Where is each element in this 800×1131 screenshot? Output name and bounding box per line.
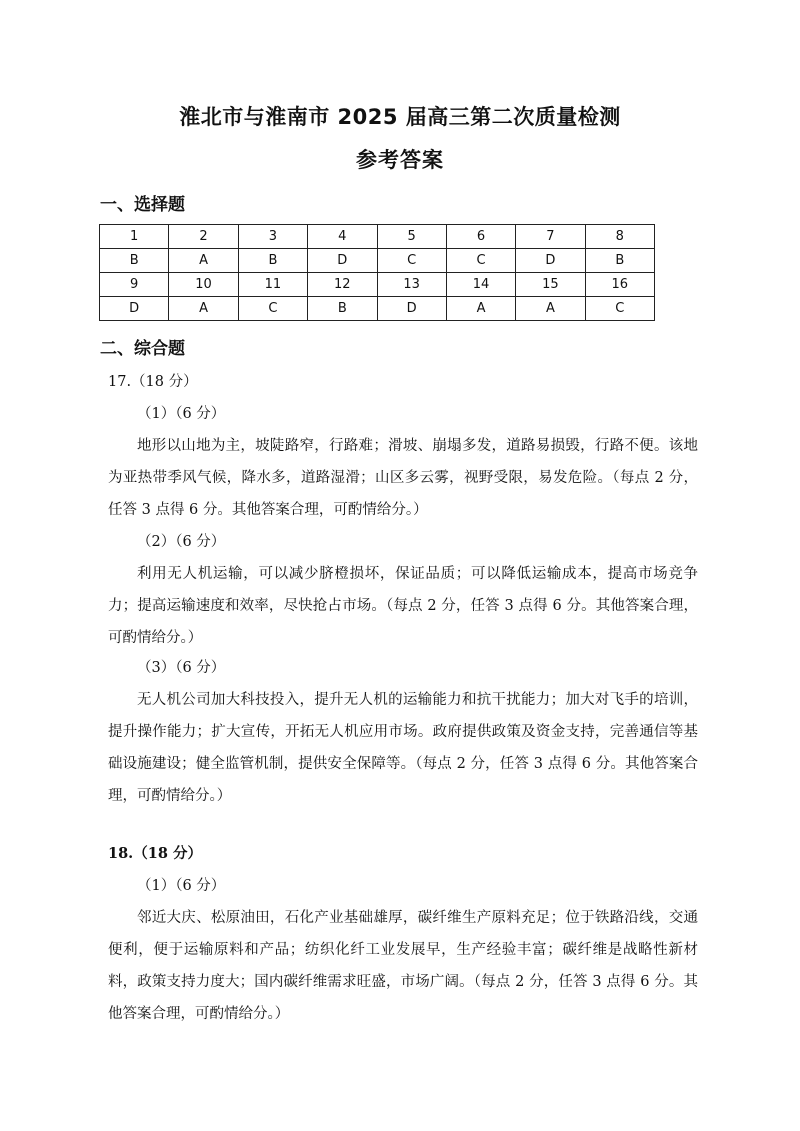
answer-table-row xyxy=(100,225,655,249)
answer-table-cell: 14 xyxy=(446,273,515,297)
answer-table xyxy=(99,224,655,321)
page-title: 淮北市与淮南市 2025 届高三第二次质量检测 xyxy=(179,105,621,129)
answer-table-cell: C xyxy=(238,297,307,321)
answer-table-row xyxy=(100,249,655,273)
q17-part1-text: 地形以山地为主，坡陡路窄，行路难；滑坡、崩塌多发，道路易损毁，行路不便。该地为亚热带季风气候，降水多，道路湿滑；山区多云雾，视野受限，易发危险。（每点 2 分，任答 3 点得 6 分。其他答案合理，可酌情给分。） xyxy=(108,438,698,518)
answer-table-cell: D xyxy=(377,297,446,321)
answer-table-cell: B xyxy=(585,249,654,273)
answer-table-cell: 16 xyxy=(585,273,654,297)
answer-table-cell: 6 xyxy=(446,225,515,249)
answer-table-cell: C xyxy=(446,249,515,273)
answer-table-cell: C xyxy=(377,249,446,273)
q17-part2-label: （2）（6 分） xyxy=(137,534,226,550)
answer-table-cell: 7 xyxy=(516,225,585,249)
answer-table-cell: B xyxy=(100,249,169,273)
answer-table-cell: 2 xyxy=(169,225,238,249)
answer-table-cell: A xyxy=(446,297,515,321)
q18-part1-label: （1）（6 分） xyxy=(137,878,226,894)
answer-table-row xyxy=(100,273,655,297)
answer-table-cell: 12 xyxy=(308,273,377,297)
q17-part3-text: 无人机公司加大科技投入，提升无人机的运输能力和抗干扰能力；加大对飞手的培训，提升操作能力；扩大宣传，开拓无人机应用市场。政府提供政策及资金支持，完善通信等基础设施建设；健全监管机制，提供安全保障等。（每点 2 分，任答 3 点得 6 分。其他答案合理，可酌情给分。） xyxy=(108,692,698,804)
answer-table-cell: 9 xyxy=(100,273,169,297)
answer-table-cell: 4 xyxy=(308,225,377,249)
section-heading-choice: 一、选择题 xyxy=(100,195,185,215)
q17-part1-label: （1）（6 分） xyxy=(137,406,226,422)
answer-table-cell: C xyxy=(585,297,654,321)
q17-part3-label: （3）（6 分） xyxy=(137,660,226,676)
q17-part2-text: 利用无人机运输，可以减少脐橙损坏，保证品质；可以降低运输成本，提高市场竞争力；提高运输速度和效率，尽快抢占市场。（每点 2 分，任答 3 点得 6 分。其他答案合理，可酌情给分。） xyxy=(108,566,698,646)
answer-table-cell: D xyxy=(516,249,585,273)
answer-table-cell: 5 xyxy=(377,225,446,249)
answer-table-cell: B xyxy=(238,249,307,273)
answer-table-cell: 11 xyxy=(238,273,307,297)
answer-table-cell: 1 xyxy=(100,225,169,249)
answer-table-cell: B xyxy=(308,297,377,321)
answer-table-cell: 15 xyxy=(516,273,585,297)
q18-part1-text: 邻近大庆、松原油田，石化产业基础雄厚，碳纤维生产原料充足；位于铁路沿线，交通便利，便于运输原料和产品；纺织化纤工业发展早，生产经验丰富；碳纤维是战略性新材料，政策支持力度大；国内碳纤维需求旺盛，市场广阔。（每点 2 分，任答 3 点得 6 分。其他答案合理，可酌情给分。） xyxy=(108,910,698,1022)
section-heading-comprehensive: 二、综合题 xyxy=(100,339,185,359)
question-18-label: 18.（18 分） xyxy=(108,845,202,862)
page-subtitle: 参考答案 xyxy=(356,148,444,172)
question-17-label: 17.（18 分） xyxy=(108,374,198,390)
answer-table-cell: 13 xyxy=(377,273,446,297)
answer-table-cell: 3 xyxy=(238,225,307,249)
answer-table-cell: A xyxy=(169,297,238,321)
answer-table-cell: A xyxy=(169,249,238,273)
answer-table-cell: D xyxy=(100,297,169,321)
answer-table-cell: 10 xyxy=(169,273,238,297)
answer-table-cell: A xyxy=(516,297,585,321)
answer-table-cell: D xyxy=(308,249,377,273)
answer-table-cell: 8 xyxy=(585,225,654,249)
answer-table-row xyxy=(100,297,655,321)
